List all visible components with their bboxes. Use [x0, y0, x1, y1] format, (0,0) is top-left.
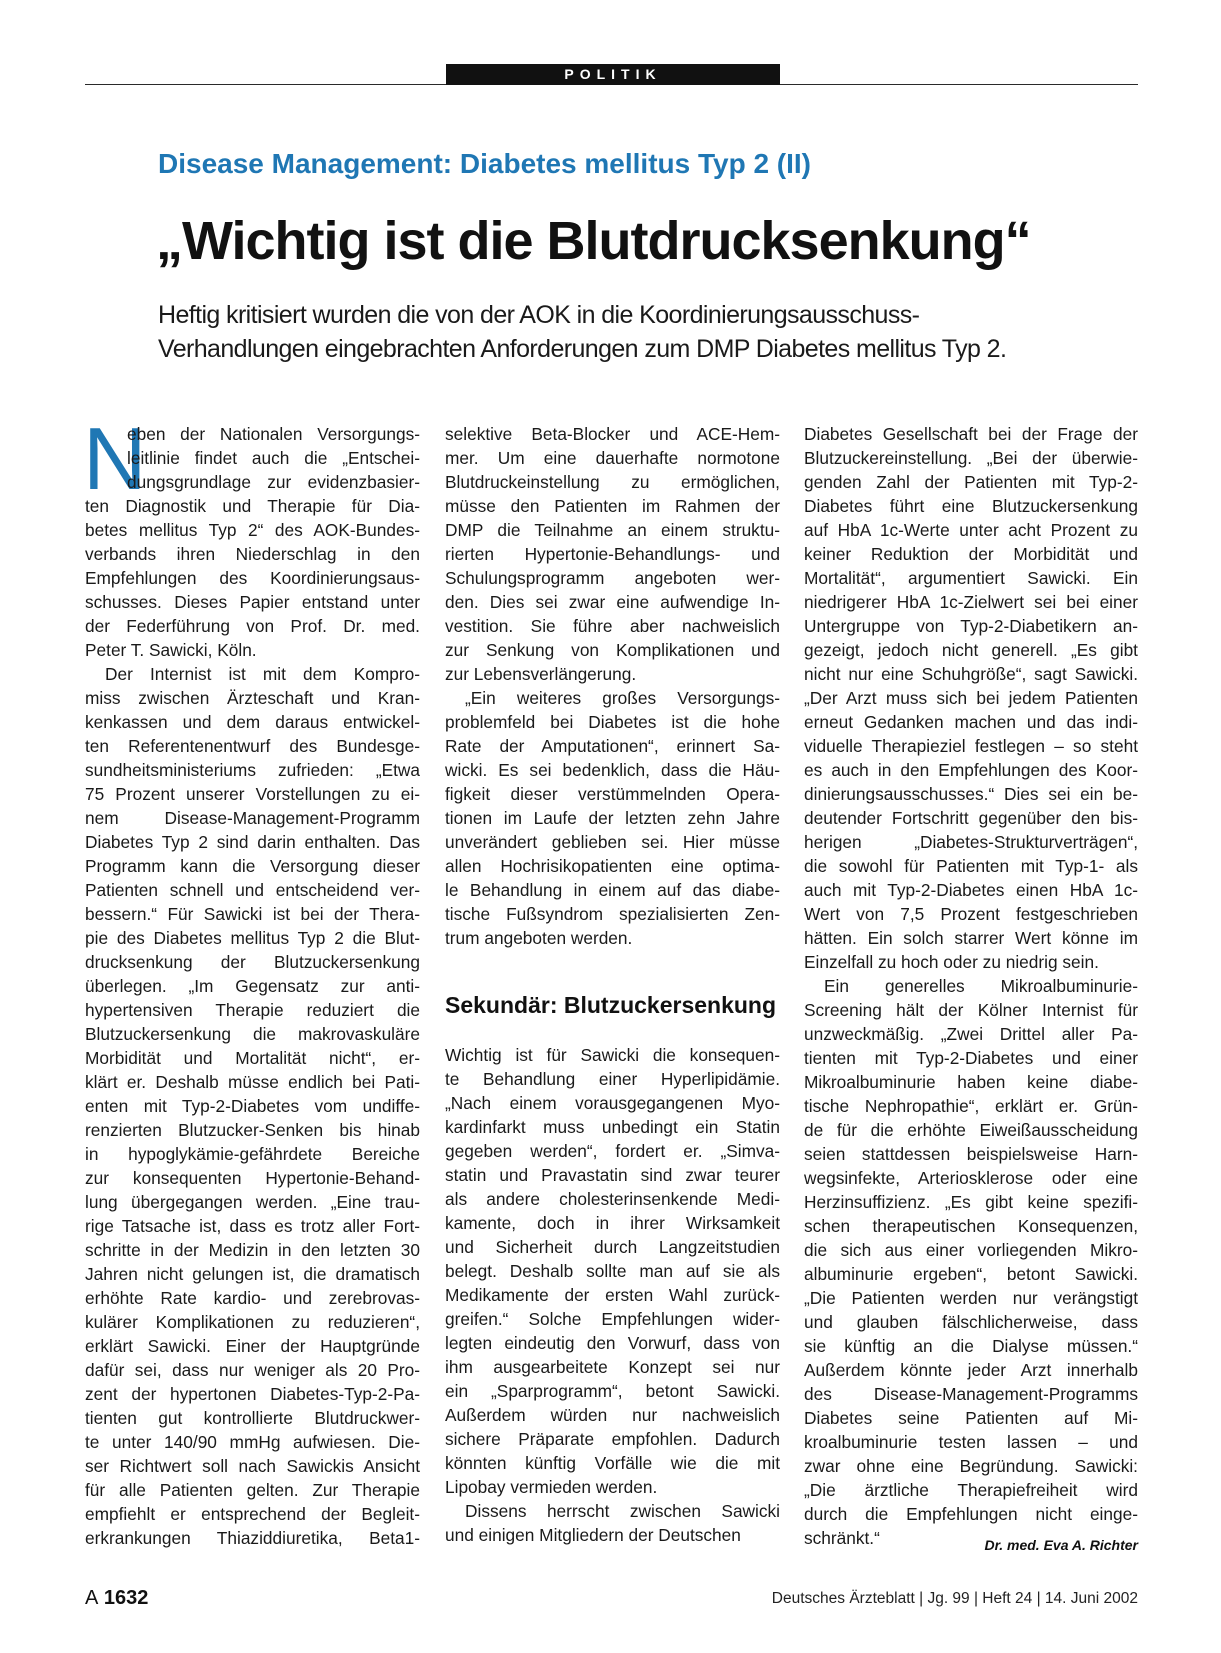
text-line: albuminurie ergeben“, betont Sawicki. — [804, 1264, 1138, 1284]
text-line: niedrigerer HbA 1c-Zielwert sei bei einer — [804, 592, 1138, 612]
text-line: verbands ihren Niederschlag in den — [85, 544, 420, 564]
text-line: hypertensiven Therapie reduziert die — [85, 1000, 420, 1020]
text-line: den. Dies sei zwar eine aufwendige In- — [445, 592, 780, 612]
article-headline: „Wichtig ist die Blutdrucksenkung“ — [156, 211, 1031, 271]
text-line: Lipobay vermieden werden. — [445, 1477, 658, 1497]
text-line: genden Zahl der Patienten mit Typ-2- — [804, 472, 1138, 492]
text-line: zent der hypertonen Diabetes-Typ-2-Pa- — [85, 1384, 420, 1404]
text-line: trum angeboten werden. — [445, 928, 633, 948]
text-line: durch die Empfehlungen nicht einge- — [804, 1504, 1138, 1524]
text-line: Außerdem könnte jeder Arzt innerhalb — [804, 1360, 1138, 1380]
text-line: de für die erhöhte Eiweißausscheidung — [804, 1120, 1138, 1140]
text-line: in hypoglykämie-gefährdete Bereiche — [85, 1144, 420, 1164]
text-line: eben der Nationalen Versorgungs- — [127, 424, 420, 444]
text-column-3 — [804, 422, 1138, 1550]
text-line: kamente, doch in ihrer Wirksamkeit — [445, 1213, 780, 1233]
text-line: Einzelfall zu hoch oder zu niedrig sein. — [804, 952, 1099, 972]
text-line: die sich aus einer vorliegenden Mikro- — [804, 1240, 1138, 1260]
text-line: kenkassen und dem daraus entwickel- — [85, 712, 420, 732]
text-line: rierten Hypertonie-Behandlungs- und — [445, 544, 780, 564]
text-line: „Die Patienten werden nur verängstigt — [804, 1288, 1138, 1308]
text-line: sichere Präparate empfohlen. Dadurch — [445, 1429, 780, 1449]
text-line: Diabetes führt eine Blutzuckersenkung — [804, 496, 1138, 516]
text-line: le Behandlung in einem auf das diabe- — [445, 880, 780, 900]
text-line: tienten gut kontrollierte Blutdruckwer- — [85, 1408, 420, 1428]
text-line: lung übergegangen werden. „Eine trau- — [85, 1192, 420, 1212]
text-line: tische Fußsyndrom spezialisierten Zen- — [445, 904, 780, 924]
text-line: zur Lebensverlängerung. — [445, 664, 637, 684]
text-line: Programm kann die Versorgung dieser — [85, 856, 420, 876]
text-line: Peter T. Sawicki, Köln. — [85, 640, 257, 660]
text-line: und glauben fälschlicherweise, dass — [804, 1312, 1138, 1332]
text-line: te Behandlung einer Hyperlipidämie. — [445, 1069, 780, 1089]
text-line: tische Nephropathie“, erklärt er. Grün- — [804, 1096, 1138, 1116]
text-line: schritte in der Medizin in den letzten 30 — [85, 1240, 420, 1260]
text-line: figkeit dieser verstümmelnden Opera- — [445, 784, 780, 804]
text-line: Blutdruckeinstellung zu ermöglichen, — [445, 472, 780, 492]
text-line: Empfehlungen des Koordinierungsaus- — [85, 568, 420, 588]
text-line: problemfeld bei Diabetes ist die hohe — [445, 712, 780, 732]
text-line: kardinfarkt muss unbedingt ein Statin — [445, 1117, 780, 1137]
section-label: POLITIK — [446, 64, 780, 85]
text-line: zur Senkung von Komplikationen und — [445, 640, 780, 660]
text-line: nicht nur eine Schuhgröße“, sagt Sawicki. — [804, 664, 1138, 684]
text-line: vestition. Sie führe aber nachweislich — [445, 616, 780, 636]
text-line: viduelle Therapieziel festlegen – so steht — [804, 736, 1138, 756]
text-line: te unter 140/90 mmHg aufwiesen. Die- — [85, 1432, 420, 1452]
text-line: Blutzuckersenkung die makrovaskuläre — [85, 1024, 420, 1044]
text-line: und Sicherheit durch Langzeitstudien — [445, 1237, 780, 1257]
text-line: betes mellitus Typ 2“ des AOK-Bundes- — [85, 520, 420, 540]
article-lead — [158, 298, 1118, 366]
text-line: pie des Diabetes mellitus Typ 2 die Blut- — [85, 928, 420, 948]
text-line: ser Richtwert soll nach Sawickis Ansicht — [85, 1456, 420, 1476]
text-column-2-continued — [445, 1043, 780, 1547]
text-line: 75 Prozent unserer Vorstellungen zu ei- — [85, 784, 420, 804]
text-line: zwar ohne eine Begründung. Sawicki: — [804, 1456, 1138, 1476]
text-line: renzierten Blutzucker-Senken bis hinab — [85, 1120, 420, 1140]
text-line: Herzinsuffizienz. „Es gibt keine spezifi- — [804, 1192, 1138, 1212]
text-line: als andere cholesterinsenkende Medi- — [445, 1189, 780, 1209]
text-line: mer. Um eine dauerhafte normotone — [445, 448, 780, 468]
text-line: wegsinfekte, Arteriosklerose oder eine — [804, 1168, 1138, 1188]
text-line: legten eindeutig den Vorwurf, dass von — [445, 1333, 780, 1353]
text-line: Morbidität und Mortalität nicht“, er- — [85, 1048, 420, 1068]
text-line: empfiehlt er entsprechend der Begleit- — [85, 1504, 420, 1524]
text-line: auch mit Typ-2-Diabetes einen HbA 1c- — [804, 880, 1138, 900]
text-line: schen therapeutischen Konsequenzen, — [804, 1216, 1138, 1236]
text-line: „Die ärztliche Therapiefreiheit wird — [804, 1480, 1138, 1500]
text-line: dungsgrundlage zur evidenzbasier- — [127, 472, 420, 492]
text-line: Wert von 7,5 Prozent festgeschrieben — [804, 904, 1138, 924]
text-line: könnten künftig Vorfälle wie die mit — [445, 1453, 780, 1473]
text-line: wicki. Es sei bedenklich, dass die Häu- — [445, 760, 780, 780]
lead-line: Heftig kritisiert wurden die von der AOK in die Koordinierungsausschuss- — [158, 301, 920, 329]
text-line: „Der Arzt muss sich bei jedem Patienten — [804, 688, 1138, 708]
text-line: Schulungsprogramm angeboten wer- — [445, 568, 780, 588]
text-line: erklärt Sawicki. Einer der Hauptgründe — [85, 1336, 420, 1356]
text-line: unzweckmäßig. „Zwei Drittel aller Pa- — [804, 1024, 1138, 1044]
text-line: herigen „Diabetes-Strukturverträgen“, — [804, 832, 1138, 852]
text-line: Screening hält der Kölner Internist für — [804, 1000, 1138, 1020]
text-line: kroalbuminurie testen lassen – und — [804, 1432, 1138, 1452]
text-line: der Federführung von Prof. Dr. med. — [85, 616, 420, 636]
text-line: Mikroalbuminurie haben keine diabe- — [804, 1072, 1138, 1092]
text-line: dafür sei, dass nur weniger als 20 Pro- — [85, 1360, 420, 1380]
text-line: nem Disease-Management-Programm — [85, 808, 420, 828]
text-line: sie künftig an die Dialyse müssen.“ — [804, 1336, 1138, 1356]
text-line: erkrankungen Thiaziddiuretika, Beta1- — [85, 1528, 420, 1548]
text-line: Untergruppe von Typ-2-Diabetikern an- — [804, 616, 1138, 636]
section-subhead: Sekundär: Blutzuckersenkung — [445, 992, 777, 1018]
text-line: Blutzuckereinstellung. „Bei der überwie- — [804, 448, 1138, 468]
text-line: belegt. Deshalb sollte man auf sie als — [445, 1261, 780, 1281]
text-line: leitlinie findet auch die „Entschei- — [127, 448, 420, 468]
author-byline: Dr. med. Eva A. Richter — [984, 1537, 1138, 1553]
folio-prefix: A — [85, 1587, 99, 1609]
folio-number: 1632 — [103, 1587, 149, 1609]
text-line: allen Hochrisikopatienten eine optima- — [445, 856, 780, 876]
text-line: „Nach einem vorausgegangenen Myo- — [445, 1093, 780, 1113]
text-line: deutender Fortschritt gegenüber den bis- — [804, 808, 1138, 828]
text-line: schusses. Dieses Papier entstand unter — [85, 592, 420, 612]
text-line: ein „Sparprogramm“, betont Sawicki. — [445, 1381, 780, 1401]
text-line: kulärer Komplikationen zu reduzieren“, — [85, 1312, 420, 1332]
lead-line: Verhandlungen eingebrachten Anforderungen zum DMP Diabetes mellitus Typ 2. — [158, 335, 1007, 363]
text-line: Wichtig ist für Sawicki die konsequen- — [445, 1045, 780, 1065]
text-line: Ein generelles Mikroalbuminurie- — [824, 976, 1138, 996]
text-line: erneut Gedanken machen und das indi- — [804, 712, 1138, 732]
text-line: überlegen. „Im Gegensatz zur anti- — [85, 976, 420, 996]
text-line: klärt er. Deshalb müsse endlich bei Pati- — [85, 1072, 420, 1092]
text-line: Diabetes Gesellschaft bei der Frage der — [804, 424, 1138, 444]
text-line: enten mit Typ-2-Diabetes vom undiffe- — [85, 1096, 420, 1116]
text-line: Rate der Amputationen“, erinnert Sa- — [445, 736, 780, 756]
text-line: müsse den Patienten im Rahmen der — [445, 496, 780, 516]
text-line: ten Diagnostik und Therapie für Dia- — [85, 496, 420, 516]
text-line: rige Tatsache ist, dass es trotz aller Fort- — [85, 1216, 420, 1236]
text-line: schränkt.“ — [804, 1528, 880, 1548]
page-number — [85, 1587, 148, 1610]
text-line: Mortalität“, argumentiert Sawicki. Ein — [804, 568, 1138, 588]
text-line: Diabetes Typ 2 sind darin enthalten. Das — [85, 832, 420, 852]
text-line: Medikamente der ersten Wahl zurück- — [445, 1285, 780, 1305]
text-line: „Ein weiteres großes Versorgungs- — [465, 688, 780, 708]
text-line: und einigen Mitgliedern der Deutschen — [445, 1525, 741, 1545]
text-line: Außerdem würden nur nachweislich — [445, 1405, 780, 1425]
text-line: hätten. Ein solch starrer Wert könne im — [804, 928, 1138, 948]
text-line: gezeigt, jedoch nicht generell. „Es gibt — [804, 640, 1138, 660]
text-line: ten Referentenentwurf des Bundesge- — [85, 736, 420, 756]
text-line: dinierungsausschusses.“ Dies sei ein be- — [804, 784, 1138, 804]
text-line: zur konsequenten Hypertonie-Behand- — [85, 1168, 420, 1188]
drop-cap: N — [83, 409, 147, 508]
text-line: bessern.“ Für Sawicki ist bei der Thera- — [85, 904, 420, 924]
text-line: es auch in den Empfehlungen des Koor- — [804, 760, 1138, 780]
text-line: unverändert geblieben sei. Hier müsse — [445, 832, 780, 852]
article-kicker: Disease Management: Diabetes mellitus Typ 2 (II) — [158, 148, 812, 179]
text-line: Diabetes seine Patienten auf Mi- — [804, 1408, 1138, 1428]
text-line: miss zwischen Ärzteschaft und Kran- — [85, 688, 420, 708]
text-line: statin und Pravastatin sind zwar teurer — [445, 1165, 780, 1185]
text-line: tionen im Laufe der letzten zehn Jahre — [445, 808, 780, 828]
text-line: für alle Patienten gelten. Zur Therapie — [85, 1480, 420, 1500]
text-line: die sowohl für Patienten mit Typ-1- als — [804, 856, 1138, 876]
text-line: ihm ausgearbeitete Konzept sei nur — [445, 1357, 780, 1377]
text-line: Der Internist ist mit dem Kompro- — [105, 664, 420, 684]
text-line: keiner Reduktion der Morbidität und — [804, 544, 1138, 564]
text-line: Patienten schnell und entscheidend ver- — [85, 880, 420, 900]
text-line: drucksenkung der Blutzuckersenkung — [85, 952, 420, 972]
text-line: auf HbA 1c-Werte unter acht Prozent zu — [804, 520, 1138, 540]
text-column-1 — [85, 422, 420, 1550]
text-column-2 — [445, 422, 780, 950]
text-line: greifen.“ Solche Empfehlungen wider- — [445, 1309, 780, 1329]
text-line: sundheitsministeriums zufrieden: „Etwa — [85, 760, 420, 780]
text-line: erhöhte Rate kardio- und zerebrovas- — [85, 1288, 420, 1308]
text-line: des Disease-Management-Programms — [804, 1384, 1138, 1404]
text-line: tienten mit Typ-2-Diabetes und einer — [804, 1048, 1138, 1068]
text-line: DMP die Teilnahme an einem struktu- — [445, 520, 780, 540]
text-line: selektive Beta-Blocker und ACE-Hem- — [445, 424, 780, 444]
text-line: Jahren nicht gelungen ist, die dramatisch — [85, 1264, 420, 1284]
text-line: Dissens herrscht zwischen Sawicki — [465, 1501, 780, 1521]
journal-citation: Deutsches Ärzteblatt | Jg. 99 | Heft 24 | 14. Juni 2002 — [771, 1590, 1138, 1607]
text-line: seien stattdessen beispielsweise Harn- — [804, 1144, 1138, 1164]
text-line: gegeben werden“, fordert er. „Simva- — [445, 1141, 780, 1161]
